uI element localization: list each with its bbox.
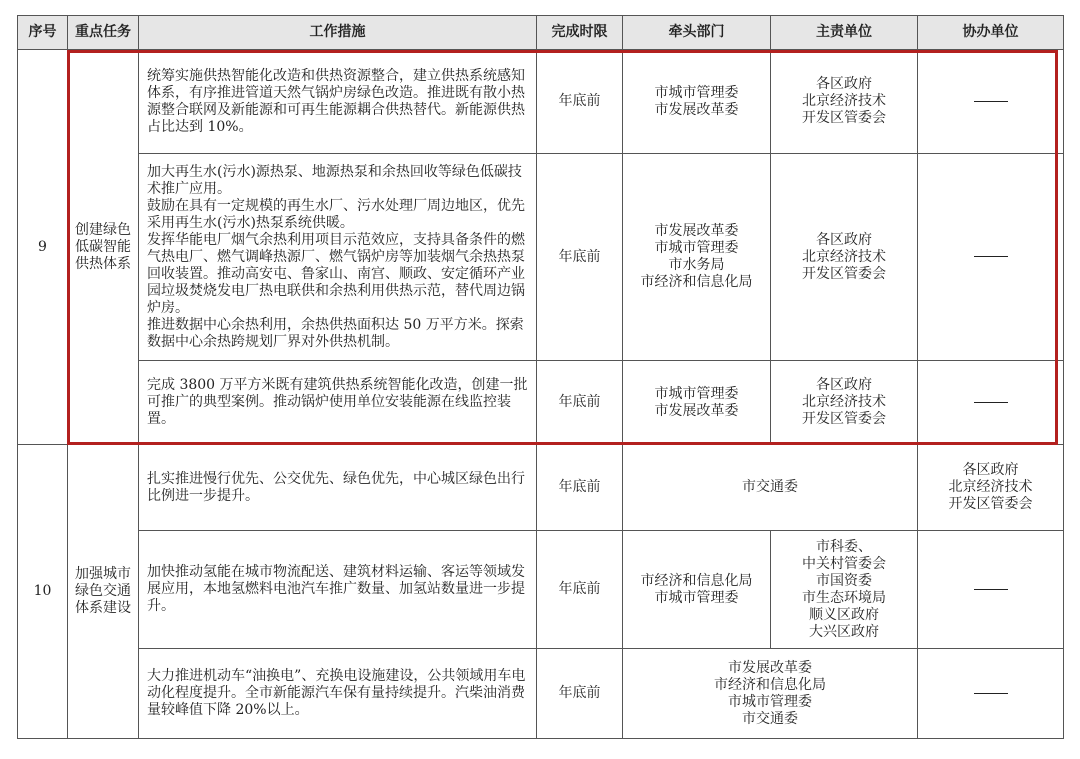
responsible-unit-item: 开发区管委会 [802,110,886,126]
responsible-unit-item: 北京经济技术 [802,248,886,265]
lead-department-item: 市经济和信息化局 [640,572,753,589]
key-task [68,50,139,445]
work-measure [139,445,537,531]
key-task-line: 供热体系 [75,255,131,272]
responsible-unit-item: 顺义区政府 [809,606,879,623]
key-task-line: 低碳智能 [75,238,131,255]
task-table [17,15,1064,739]
work-measure [139,50,537,154]
header-responsible-unit: 主责单位 [771,16,918,50]
work-measure [139,361,537,445]
lead-department-item: 市发展改革委 [728,659,812,676]
table-row [18,361,1064,445]
lead-department [623,50,771,154]
responsible-unit-item: 各区政府 [816,76,872,92]
assisting-unit [918,531,1064,649]
assisting-unit [918,649,1064,739]
row-number: 10 [18,445,68,739]
lead-department-item: 市城市管理委 [654,589,739,606]
table-row [18,445,1064,531]
responsible-unit-item: 市生态环境局 [802,589,886,606]
lead-department-item: 市发展改革委 [654,223,739,239]
lead-department-item: 市水务局 [668,257,725,273]
responsible-unit-item: 市科委、 [816,538,872,555]
deadline: 年底前 [537,649,623,739]
lead-department-item: 市交通委 [742,479,798,495]
lead-department [623,154,771,361]
measure-paragraph: 推进数据中心余热利用，余热供热面积达 50 万平方米。探索数据中心余热跨规划厂界对外供热机制。 [147,316,524,350]
key-task-line: 体系建设 [75,600,131,616]
lead-department-item: 市城市管理委 [654,385,739,402]
work-measure [139,154,537,361]
header-lead-department: 牵头部门 [623,16,771,50]
dash-mark [974,256,1008,257]
deadline: 年底前 [537,531,623,649]
responsible-unit [771,50,918,154]
assisting-unit-item: 各区政府 [962,462,1019,478]
responsible-unit-item: 各区政府 [816,377,872,393]
responsible-unit-item: 市国资委 [816,572,872,589]
responsible-unit-item: 开发区管委会 [802,411,886,427]
dash-mark [974,402,1008,403]
key-task-line: 绿色交通 [75,583,131,599]
table-row [18,649,1064,739]
assisting-unit [918,445,1064,531]
deadline: 年底前 [537,50,623,154]
responsible-unit-item: 各区政府 [816,231,872,248]
responsible-unit-item: 大兴区政府 [809,623,879,640]
table-row [18,531,1064,649]
responsible-unit [771,154,918,361]
lead-department-item: 市城市管理委 [654,240,739,256]
header-deadline: 完成时限 [537,16,623,50]
deadline: 年底前 [537,445,623,531]
lead-department-item: 市城市管理委 [728,693,812,710]
responsible-unit-item: 开发区管委会 [802,265,886,282]
measure-paragraph: 完成 3800 万平方米既有建筑供热系统智能化改造，创建一批可推广的典型案例。推动锅炉使用单位安装能源在线监控装置。 [147,377,528,427]
work-measure [139,649,537,739]
lead-department-item: 市经济和信息化局 [714,676,826,693]
responsible-unit-item: 北京经济技术 [802,93,886,109]
responsible-unit [771,531,918,649]
responsible-unit-item: 中关村管委会 [802,555,886,572]
measure-paragraph: 鼓励在具有一定规模的再生水厂、污水处理厂周边地区，优先采用再生水(污水)热泵系统供暖。 [147,197,525,231]
dash-mark [974,693,1008,694]
measure-paragraph: 加大再生水(污水)源热泵、地源热泵和余热回收等绿色低碳技术推广应用。 [147,163,522,197]
lead-department-item: 市交通委 [742,710,798,727]
header-assisting-unit: 协办单位 [918,16,1064,50]
assisting-unit-item: 北京经济技术 [948,479,1033,495]
lead-department-item: 市经济和信息化局 [640,274,753,290]
deadline: 年底前 [537,154,623,361]
assisting-unit-item: 开发区管委会 [948,496,1033,512]
measure-paragraph: 统筹实施供热智能化改造和供热资源整合，建立供热系统感知体系，有序推进管道天然气锅炉房绿色改造。推进既有散小热源整合联网及新能源和可再生能源耦合供热替代。新能源供热占比达到 10%。 [147,67,525,135]
lead-department-item: 市发展改革委 [654,101,739,118]
responsible-unit [771,361,918,445]
header-measures: 工作措施 [139,16,537,50]
responsible-unit-item: 北京经济技术 [802,394,886,410]
lead-department [623,361,771,445]
table-row [18,154,1064,361]
work-measure [139,531,537,649]
lead-department-item: 市发展改革委 [654,402,739,419]
assisting-unit [918,154,1064,361]
key-task [68,445,139,739]
assisting-unit [918,50,1064,154]
key-task-line: 创建绿色 [75,221,131,238]
measure-paragraph: 扎实推进慢行优先、公交优先、绿色优先，中心城区绿色出行比例进一步提升。 [147,470,525,504]
deadline: 年底前 [537,361,623,445]
lead-department [623,531,771,649]
assisting-unit [918,361,1064,445]
header-row [18,16,1064,50]
header-number: 序号 [18,16,68,50]
table-row [18,50,1064,154]
key-task-line: 加强城市 [75,566,131,582]
lead-department-item: 市城市管理委 [654,84,739,101]
measure-paragraph: 加快推动氢能在城市物流配送、建筑材料运输、客运等领域发展应用，本地氢燃料电池汽车推广数量、加氢站数量进一步提升。 [147,564,525,614]
lead-department [623,649,918,739]
dash-mark [974,101,1008,102]
lead-department [623,445,918,531]
row-number: 9 [18,50,68,445]
header-task: 重点任务 [68,16,139,50]
measure-paragraph: 发挥华能电厂烟气余热利用项目示范效应，支持具备条件的燃气热电厂、燃气调峰热源厂、燃气锅炉房等加装烟气余热热泵回收装置。推动高安屯、鲁家山、南宫、顺政、安定循环产业园垃圾焚烧发电厂热电联供和余热利用供热示范，替代周边锅炉房。 [147,231,525,316]
dash-mark [974,589,1008,590]
measure-paragraph: 大力推进机动车“油换电”、充换电设施建设，公共领域用车电动化程度提升。全市新能源汽车保有量持续提升。汽柴油消费量较峰值下降 20%以上。 [147,668,526,718]
